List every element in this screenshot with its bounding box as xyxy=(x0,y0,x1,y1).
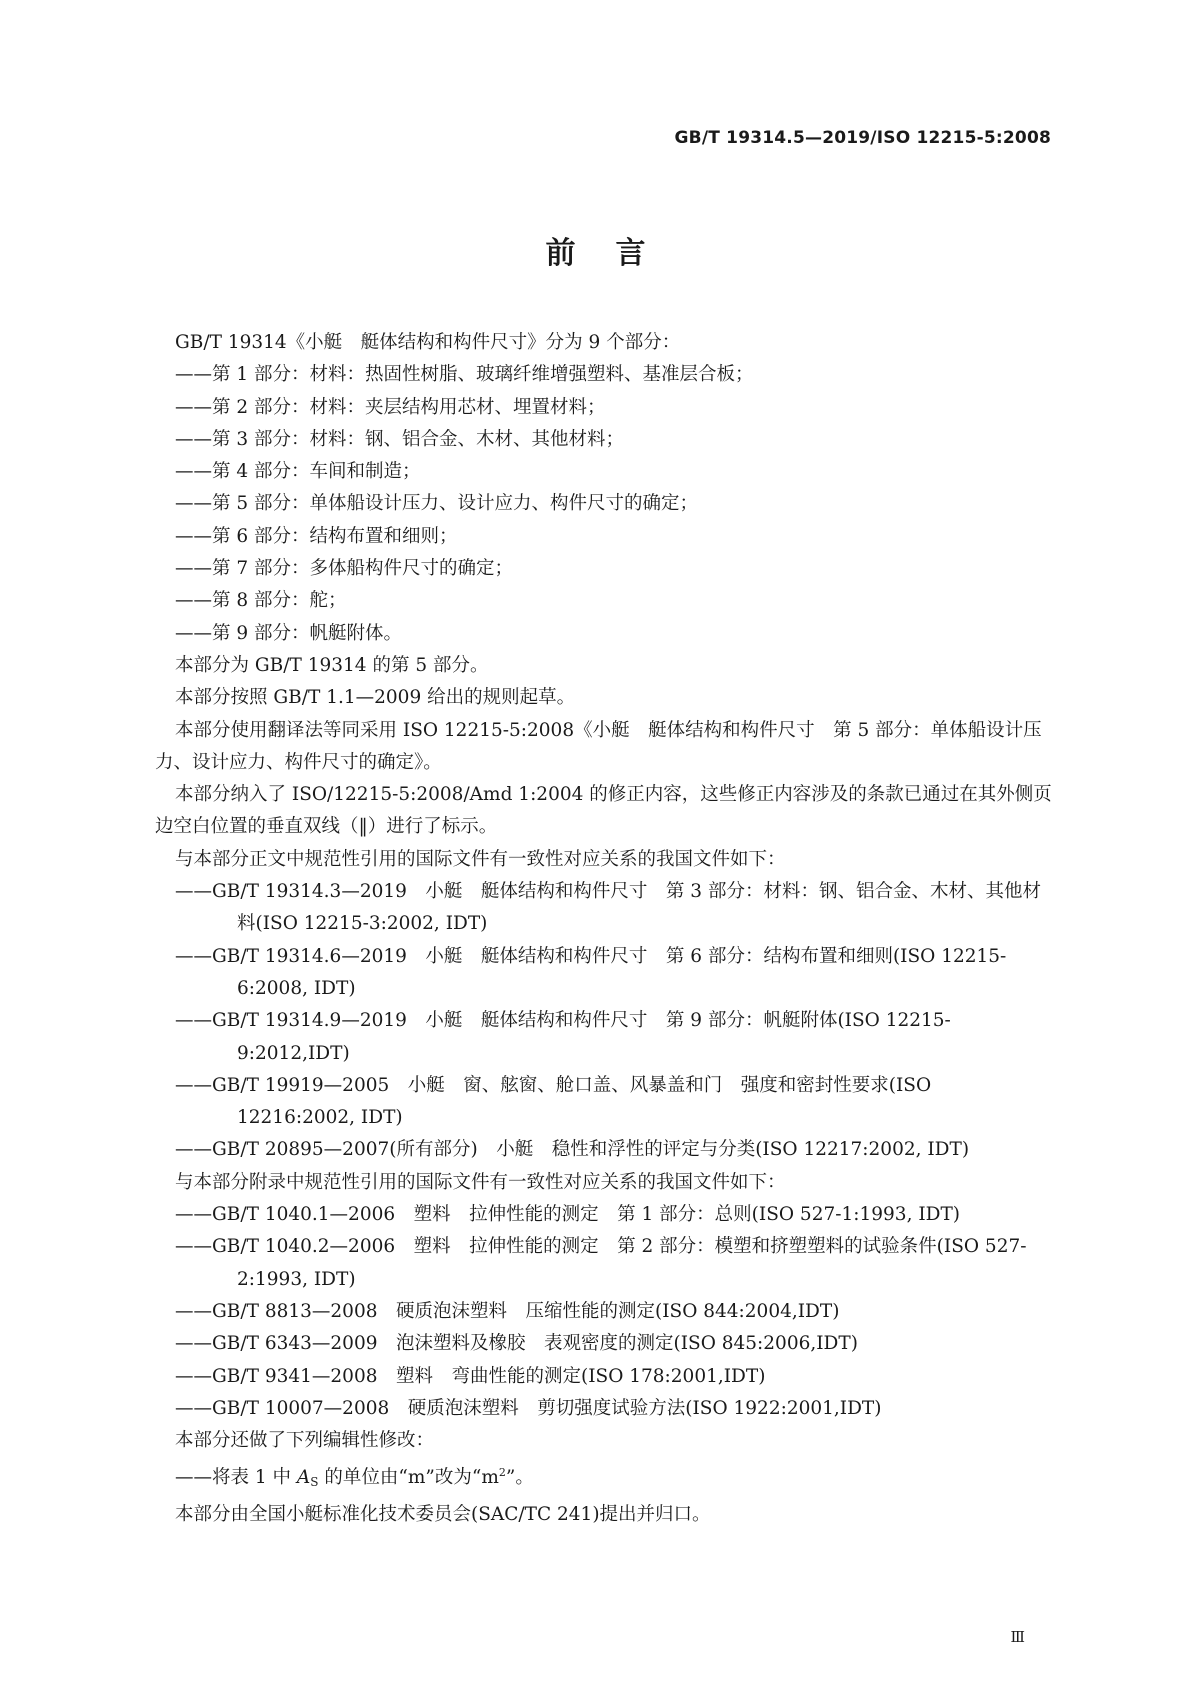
reference-item: ——GB/T 6343—2009 泡沫塑料及橡胶 表观密度的测定(ISO 845:2006,IDT) xyxy=(175,1333,858,1355)
page-title: 前言 xyxy=(545,236,686,271)
paragraph-amendment: 本部分纳入了 ISO/12215-5:2008/Amd 1:2004 的修正内容，这些修正内容涉及的条款已通过在其外侧页边空白位置的垂直双线（‖）进行了标示。 xyxy=(155,784,1052,838)
paragraph-proposer: 本部分由全国小艇标准化技术委员会(SAC/TC 241)提出并归口。 xyxy=(175,1503,711,1525)
reference-item: ——GB/T 8813—2008 硬质泡沫塑料 压缩性能的测定(ISO 844:2004,IDT) xyxy=(175,1300,840,1322)
standard-number: GB/T 19314.5—2019/ISO 12215-5:2008 xyxy=(674,128,1051,148)
reference-item: ——GB/T 19314.9—2019 小艇 艇体结构和构件尺寸 第 9 部分：帆艇附体(ISO 12215-9:2012,IDT) xyxy=(175,1010,951,1064)
paragraph-editorial-intro: 本部分还做了下列编辑性修改： xyxy=(175,1430,435,1452)
unit-superscript: 2 xyxy=(498,1466,506,1480)
paragraph-drafting-rules: 本部分按照 GB/T 1.1—2009 给出的规则起草。 xyxy=(175,687,576,709)
list-item-part-8: ——第 8 部分：舵； xyxy=(175,590,347,612)
paragraph-normative-refs-intro: 与本部分正文中规范性引用的国际文件有一致性对应关系的我国文件如下： xyxy=(175,848,786,870)
reference-item: ——GB/T 20895—2007(所有部分) 小艇 稳性和浮性的评定与分类(ISO 12217:2002, IDT) xyxy=(175,1139,970,1161)
list-item-part-1: ——第 1 部分：材料：热固性树脂、玻璃纤维增强塑料、基准层合板； xyxy=(175,364,754,386)
list-item-part-7: ——第 7 部分：多体船构件尺寸的确定； xyxy=(175,558,514,580)
paragraph-adoption: 本部分使用翻译法等同采用 ISO 12215-5:2008《小艇 艇体结构和构件尺寸 第 5 部分：单体船设计压力、设计应力、构件尺寸的确定》。 xyxy=(155,719,1042,773)
reference-item: ——GB/T 10007—2008 硬质泡沫塑料 剪切强度试验方法(ISO 1922:2001,IDT) xyxy=(175,1397,882,1419)
page-number: Ⅲ xyxy=(1010,1628,1025,1646)
reference-item: ——GB/T 1040.2—2006 塑料 拉伸性能的测定 第 2 部分：模塑和挤塑塑料的试验条件(ISO 527-2:1993, IDT) xyxy=(175,1236,1027,1290)
reference-item: ——GB/T 9341—2008 塑料 弯曲性能的测定(ISO 178:2001,IDT) xyxy=(175,1365,766,1387)
preface-body xyxy=(155,327,1055,1531)
list-item-part-9: ——第 9 部分：帆艇附体。 xyxy=(175,622,403,644)
list-item-part-4: ——第 4 部分：车间和制造； xyxy=(175,461,421,483)
list-item-part-2: ——第 2 部分：材料：夹层结构用芯材、埋置材料； xyxy=(175,396,606,418)
reference-item: ——GB/T 19919—2005 小艇 窗、舷窗、舱口盖、风暴盖和门 强度和密封性要求(ISO 12216:2002, IDT) xyxy=(175,1074,932,1129)
list-item-part-6: ——第 6 部分：结构布置和细则； xyxy=(175,525,458,547)
variable-subscript: S xyxy=(310,1475,319,1490)
paragraph-annex-refs-intro: 与本部分附录中规范性引用的国际文件有一致性对应关系的我国文件如下： xyxy=(175,1171,786,1193)
paragraph-parts-intro: GB/T 19314《小艇 艇体结构和构件尺寸》分为 9 个部分： xyxy=(175,332,681,353)
variable-a: A xyxy=(296,1467,311,1489)
editorial-change-item: ——将表 1 中 $A_S$ 的单位由“m”改为“$m^2$”。 xyxy=(175,1466,534,1490)
list-item-part-3: ——第 3 部分：材料：钢、铝合金、木材、其他材料； xyxy=(175,428,625,450)
reference-item: ——GB/T 19314.6—2019 小艇 艇体结构和构件尺寸 第 6 部分：结构布置和细则(ISO 12215-6:2008, IDT) xyxy=(175,945,1007,999)
reference-item: ——GB/T 1040.1—2006 塑料 拉伸性能的测定 第 1 部分：总则(ISO 527-1:1993, IDT) xyxy=(175,1204,961,1226)
paragraph-part-statement: 本部分为 GB/T 19314 的第 5 部分。 xyxy=(175,654,489,676)
list-item-part-5: ——第 5 部分：单体船设计压力、设计应力、构件尺寸的确定； xyxy=(175,493,699,515)
reference-item: ——GB/T 19314.3—2019 小艇 艇体结构和构件尺寸 第 3 部分：材料：钢、铝合金、木材、其他材料(ISO 12215-3:2002, IDT) xyxy=(175,881,1041,935)
